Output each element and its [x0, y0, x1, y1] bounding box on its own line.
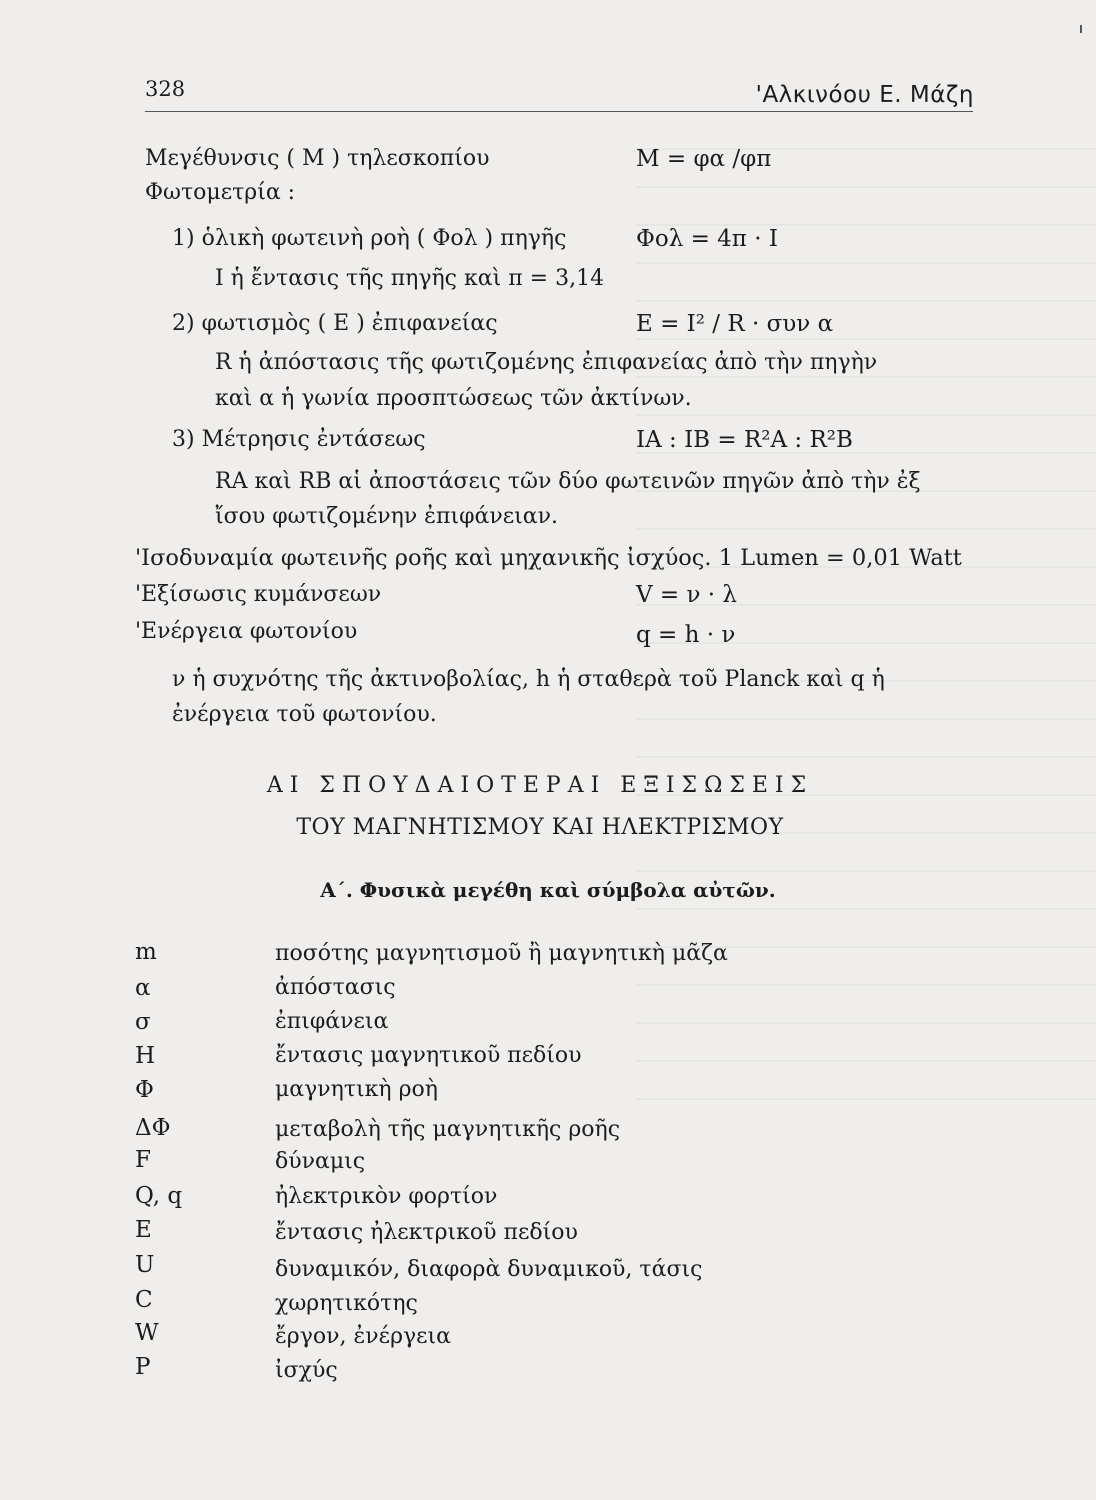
symbol: E [135, 1217, 152, 1243]
symbol: σ [135, 1009, 151, 1035]
wave-equation-formula: V = ν · λ [636, 582, 737, 608]
edge-mark [1080, 25, 1082, 33]
equivalence-line: 'Ισοδυναμία φωτεινῆς ροῆς καὶ μηχανικῆς ἰσχύος. 1 Lumen = 0,01 Watt [135, 545, 962, 571]
item2-note-line2: καὶ α ἡ γωνία προσπτώσεως τῶν ἀκτίνων. [215, 386, 692, 411]
symbol-meaning: ἔντασις ἠλεκτρικοῦ πεδίου [275, 1220, 578, 1245]
item1-formula: Φολ = 4π · I [636, 226, 778, 252]
symbol-meaning: δυναμικόν, διαφορὰ δυναμικοῦ, τάσις [275, 1257, 703, 1282]
item1-label: 1) ὁλικὴ φωτεινὴ ροὴ ( Φολ ) πηγῆς [172, 226, 567, 251]
symbol: C [135, 1287, 153, 1313]
item3-note-line1: RA καὶ RB αἱ ἀποστάσεις τῶν δύο φωτεινῶν πηγῶν ἀπὸ τὴν ἐξ [215, 469, 921, 494]
photon-energy-formula: q = h · ν [636, 622, 736, 648]
item3-formula: IA : IB = R²A : R²B [636, 427, 853, 453]
wave-equation-label: 'Εξίσωσις κυμάνσεων [135, 582, 382, 607]
symbol: W [135, 1320, 159, 1346]
header-rule [145, 111, 973, 112]
symbol: α [135, 975, 151, 1001]
symbol-meaning: μαγνητικὴ ροὴ [275, 1077, 438, 1102]
magnification-formula: Μ = φα /φπ [636, 146, 772, 172]
symbol-meaning: ἀπόστασις [275, 975, 396, 1000]
section-title-line1: ΑΙ ΣΠΟΥΔΑΙΟΤΕΡΑΙ ΕΞΙΣΩΣΕΙΣ [266, 773, 814, 798]
symbol: U [135, 1252, 155, 1278]
item1-note: I ἡ ἔντασις τῆς πηγῆς καὶ π = 3,14 [215, 266, 605, 291]
running-header-author: 'Αλκινόου Ε. Μάζη [755, 82, 974, 108]
symbol-meaning: ἠλεκτρικὸν φορτίον [275, 1184, 498, 1209]
symbol-meaning: ἔντασις μαγνητικοῦ πεδίου [275, 1043, 582, 1068]
symbol-meaning: ἔργον, ἐνέργεια [275, 1324, 452, 1349]
symbol-meaning: δύναμις [275, 1149, 366, 1174]
symbol: ΔΦ [135, 1115, 171, 1141]
item2-formula: E = I² / R · συν α [636, 311, 834, 337]
subsection-title: Α΄. Φυσικὰ μεγέθη καὶ σύμβολα αὐτῶν. [320, 878, 776, 902]
item3-label: 3) Μέτρησις ἐντάσεως [172, 427, 426, 452]
symbol: P [135, 1354, 151, 1380]
photon-note-line1: ν ἡ συχνότης τῆς ἀκτινοβολίας, h ἡ σταθερὰ τοῦ Planck καὶ q ἡ [172, 667, 885, 692]
symbol: Φ [135, 1077, 154, 1103]
photon-note-line2: ἐνέργεια τοῦ φωτονίου. [172, 702, 437, 727]
symbol-meaning: ποσότης μαγνητισμοῦ ἢ μαγνητικὴ μᾶζα [275, 941, 728, 966]
symbol: m [135, 939, 157, 965]
symbol-meaning: χωρητικότης [275, 1291, 418, 1316]
symbol: H [135, 1043, 156, 1069]
page-number: 328 [145, 77, 186, 101]
item2-note-line1: R ἡ ἀπόστασις τῆς φωτιζομένης ἐπιφανείας ἀπὸ τὴν πηγὴν [215, 350, 878, 375]
symbol-meaning: μεταβολὴ τῆς μαγνητικῆς ροῆς [275, 1117, 621, 1142]
symbol-meaning: ἰσχύς [275, 1358, 338, 1383]
symbol: Q, q [135, 1183, 183, 1209]
photometry-label: Φωτομετρία : [145, 180, 296, 205]
section-title-line2: ΤΟΥ ΜΑΓΝΗΤΙΣΜΟΥ ΚΑΙ ΗΛΕΚΤΡΙΣΜΟΥ [296, 815, 784, 840]
item2-label: 2) φωτισμὸς ( E ) ἐπιφανείας [172, 311, 498, 336]
item3-note-line2: ἴσου φωτιζομένην ἐπιφάνειαν. [215, 504, 558, 529]
photon-energy-label: 'Ενέργεια φωτονίου [135, 619, 358, 644]
symbol: F [135, 1147, 151, 1173]
symbol-meaning: ἐπιφάνεια [275, 1009, 389, 1034]
magnification-label: Μεγέθυνσις ( Μ ) τηλεσκοπίου [145, 146, 490, 171]
